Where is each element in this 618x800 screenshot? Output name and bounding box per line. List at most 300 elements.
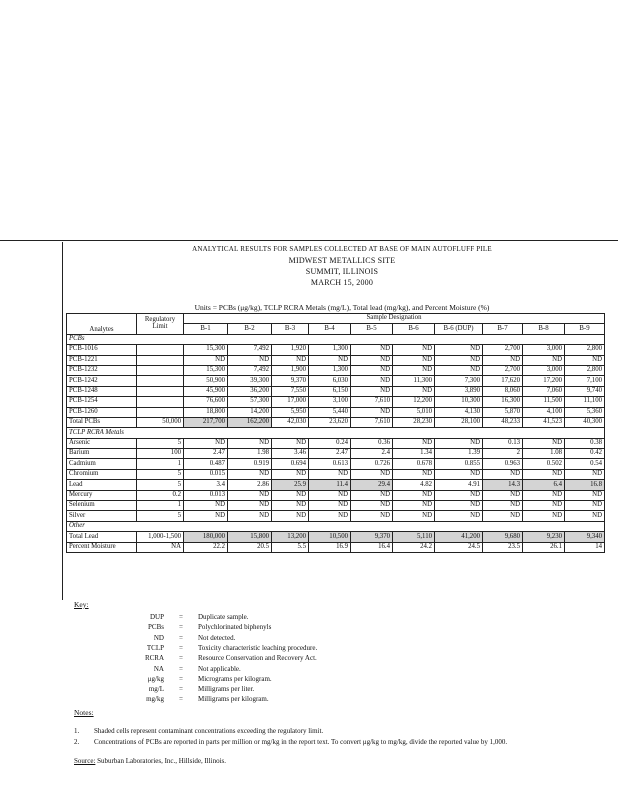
analyte-cell: Lead [67,480,137,490]
value-cell: 16.4 [351,542,393,552]
table-row [67,480,605,490]
value-cell: ND [272,438,309,448]
value-cell: 4.82 [393,480,435,490]
value-cell: ND [228,511,272,521]
value-cell: ND [565,355,605,365]
sampling-date: MARCH 15, 2000 [310,278,374,287]
results-table [66,313,605,553]
key-sep: = [179,685,183,694]
section-row [67,521,605,531]
key-abbr: NA [153,664,164,673]
value-cell: 1,920 [272,345,309,355]
table-row [67,449,605,459]
value-cell: ND [351,501,393,511]
table-row [67,469,605,479]
analyte-cell: Total PCBs [67,417,137,427]
key-sep: = [179,613,183,621]
value-cell: ND [435,511,483,521]
note-number: 2. [74,738,80,746]
value-cell: 15,800 [228,532,272,542]
limit-cell [137,407,184,417]
value-cell: ND [184,355,228,365]
limit-cell [137,365,184,375]
value-cell: 1,300 [309,345,351,355]
value-cell: ND [184,501,228,511]
value-cell: 7,060 [523,386,565,396]
value-cell: 24.2 [393,542,435,552]
value-cell: ND [228,438,272,448]
value-cell: 0.963 [483,459,523,469]
value-cell: 7,100 [565,376,605,386]
value-cell: ND [523,469,565,479]
value-cell: 17,620 [483,376,523,386]
limit-cell: 5 [137,438,184,448]
analyte-cell: PCB-1221 [67,355,137,365]
value-cell: 48,233 [483,417,523,427]
key-item [74,695,618,703]
value-cell: ND [435,365,483,375]
key-item [74,675,618,683]
value-cell: 5,440 [309,407,351,417]
analyte-cell: PCB-1232 [67,365,137,375]
value-cell: 20.5 [228,542,272,552]
value-cell: 9,230 [523,532,565,542]
value-cell: 0.919 [228,459,272,469]
value-cell: ND [272,511,309,521]
value-cell: ND [309,501,351,511]
analyte-cell: Silver [67,511,137,521]
key-sep: = [179,633,183,642]
value-cell: 7,492 [228,345,272,355]
value-cell: ND [393,438,435,448]
limit-cell: 100 [137,449,184,459]
value-cell: 6.4 [523,480,565,490]
value-cell: 4.91 [435,480,483,490]
top-rule [0,240,618,241]
value-cell: ND [351,490,393,500]
limit-cell [137,345,184,355]
value-cell: 57,300 [228,397,272,407]
value-cell: 39,300 [228,376,272,386]
value-cell: ND [272,355,309,365]
note-item [74,727,618,735]
value-cell: 3,890 [435,386,483,396]
key-desc: Milligrams per liter. [198,685,255,694]
value-cell: ND [393,345,435,355]
value-cell: ND [483,501,523,511]
limit-cell: NA [137,542,184,552]
limit-cell: 1 [137,501,184,511]
table-row [67,490,605,500]
key-item [74,665,618,673]
section-row [67,428,605,438]
value-cell: 11,500 [523,397,565,407]
table-row [67,542,605,552]
value-cell: ND [309,490,351,500]
value-cell: ND [351,376,393,386]
value-cell: 18,800 [184,407,228,417]
value-cell: 2,800 [565,345,605,355]
value-cell: 11.4 [309,480,351,490]
margin-rule [62,242,63,600]
value-cell: ND [435,438,483,448]
table-row [67,511,605,521]
value-cell: ND [483,355,523,365]
analytes-header: Analytes [67,314,137,335]
value-cell: 7,550 [272,386,309,396]
value-cell: 0.36 [351,438,393,448]
value-cell: ND [435,345,483,355]
analyte-cell: PCB-1254 [67,397,137,407]
value-cell: 0.013 [184,490,228,500]
value-cell: 0.54 [565,459,605,469]
value-cell: 29.4 [351,480,393,490]
value-cell: 2,700 [483,345,523,355]
value-cell: ND [393,469,435,479]
key-sep: = [179,695,183,704]
value-cell: 7,610 [351,397,393,407]
value-cell: 42,030 [272,417,309,427]
key-sep: = [179,643,183,652]
sample-header-b-9: B-9 [565,324,605,334]
sample-header-b-6: B-6 [393,324,435,334]
key-desc: Micrograms per kilogram. [198,674,272,683]
value-cell: ND [523,355,565,365]
table-row [67,438,605,448]
value-cell: 0.38 [565,438,605,448]
value-cell: 24.5 [435,542,483,552]
value-cell: 5,870 [483,407,523,417]
limit-cell [137,376,184,386]
value-cell: 7,610 [351,417,393,427]
value-cell: ND [483,469,523,479]
note-text: Shaded cells represent contaminant concentrations exceeding the regulatory limit. [94,727,324,735]
value-cell: 25.9 [272,480,309,490]
key-abbr: RCRA [144,654,164,663]
value-cell: ND [351,511,393,521]
sample-header-b-1: B-1 [184,324,228,334]
value-cell: 11,100 [565,397,605,407]
table-row [67,365,605,375]
value-cell: ND [309,355,351,365]
value-cell: ND [393,511,435,521]
results-body [67,334,605,552]
table-row [67,459,605,469]
limit-cell: 5 [137,480,184,490]
value-cell: 2,800 [565,365,605,375]
value-cell: 3.46 [272,449,309,459]
value-cell: 2.86 [228,480,272,490]
key-abbr: mg/kg [146,695,164,704]
value-cell: ND [483,511,523,521]
value-cell: ND [523,501,565,511]
table-row [67,355,605,365]
value-cell: 41,523 [523,417,565,427]
value-cell: 7,300 [435,376,483,386]
value-cell: 0.502 [523,459,565,469]
value-cell: ND [351,407,393,417]
value-cell: ND [565,490,605,500]
value-cell: ND [351,386,393,396]
analyte-cell: Selenium [67,501,137,511]
value-cell: 180,000 [184,532,228,542]
key-sep: = [179,623,183,632]
value-cell: 45,900 [184,386,228,396]
limit-cell: 0.2 [137,490,184,500]
key-abbr: ND [153,633,164,642]
value-cell: 12,200 [393,397,435,407]
sample-header-b-2: B-2 [228,324,272,334]
table-row [67,407,605,417]
section-title: Other [67,521,605,531]
source-label: Source: [74,757,96,765]
value-cell: 0.24 [309,438,351,448]
sample-header-b-3: B-3 [272,324,309,334]
value-cell: 1,900 [272,365,309,375]
sample-header-b-6-dup-: B-6 (DUP) [435,324,483,334]
value-cell: 36,200 [228,386,272,396]
analyte-cell: Percent Moisture [67,542,137,552]
key-desc: Duplicate sample. [198,613,249,621]
regulatory-limit-header: Regulatory Limit [137,314,184,335]
value-cell: ND [351,355,393,365]
value-cell: ND [435,469,483,479]
analyte-cell: PCB-1260 [67,407,137,417]
value-cell: 1.08 [523,449,565,459]
key-desc: Not detected. [198,633,236,642]
value-cell: 14.3 [483,480,523,490]
value-cell: 6,030 [309,376,351,386]
value-cell: 14,200 [228,407,272,417]
value-cell: 5,110 [393,532,435,542]
value-cell: ND [565,511,605,521]
table-row [67,532,605,542]
value-cell: ND [272,469,309,479]
value-cell: ND [565,501,605,511]
value-cell: 17,000 [272,397,309,407]
value-cell: ND [393,386,435,396]
sample-header-b-5: B-5 [351,324,393,334]
key-item [74,685,618,693]
value-cell: 7,492 [228,365,272,375]
value-cell: ND [393,355,435,365]
value-cell: ND [483,490,523,500]
value-cell: 28,100 [435,417,483,427]
value-cell: 8,060 [483,386,523,396]
limit-cell: 1,000-1,500 [137,532,184,542]
value-cell: 22.2 [184,542,228,552]
key-item [74,623,618,631]
site-name: MIDWEST METALLICS SITE [288,256,396,265]
value-cell: 5,010 [393,407,435,417]
value-cell: 2 [483,449,523,459]
key-abbr: μg/kg [147,674,164,683]
limit-cell [137,386,184,396]
value-cell: ND [351,365,393,375]
key-desc: Resource Conservation and Recovery Act. [198,654,317,663]
value-cell: ND [523,438,565,448]
analyte-cell: PCB-1248 [67,386,137,396]
value-cell: 5,950 [272,407,309,417]
sample-header-b-4: B-4 [309,324,351,334]
table-row [67,417,605,427]
value-cell: 9,740 [565,386,605,396]
value-cell: 9,680 [483,532,523,542]
table-row [67,501,605,511]
key-sep: = [179,654,183,663]
source-line [74,757,226,765]
value-cell: 1.34 [393,449,435,459]
value-cell: 3,000 [523,345,565,355]
value-cell: 5.5 [272,542,309,552]
analyte-cell: Barium [67,449,137,459]
value-cell: 162,200 [228,417,272,427]
value-cell: 2.47 [184,449,228,459]
value-cell: 5,360 [565,407,605,417]
analyte-cell: Arsenic [67,438,137,448]
value-cell: ND [184,438,228,448]
value-cell: 6,150 [309,386,351,396]
value-cell: ND [435,490,483,500]
value-cell: ND [351,469,393,479]
value-cell: 17,200 [523,376,565,386]
value-cell: 13,200 [272,532,309,542]
value-cell: ND [309,469,351,479]
value-cell: 3,100 [309,397,351,407]
value-cell: 23.5 [483,542,523,552]
value-cell: 10,300 [435,397,483,407]
analyte-cell: Mercury [67,490,137,500]
value-cell: 9,370 [351,532,393,542]
value-cell: 0.726 [351,459,393,469]
table-row [67,345,605,355]
limit-cell: 5 [137,469,184,479]
value-cell: 16,300 [483,397,523,407]
value-cell: ND [351,345,393,355]
section-title: PCBs [67,334,605,344]
value-cell: 76,600 [184,397,228,407]
value-cell: ND [435,355,483,365]
value-cell: 3,000 [523,365,565,375]
value-cell: 1.39 [435,449,483,459]
value-cell: ND [228,490,272,500]
site-location: SUMMIT, ILLINOIS [305,267,379,276]
value-cell: 40,300 [565,417,605,427]
value-cell: 28,230 [393,417,435,427]
key-desc: Polychlorinated biphenyls [198,623,272,632]
value-cell: 217,700 [184,417,228,427]
key-desc: Not applicable. [198,664,241,673]
value-cell: 15,300 [184,345,228,355]
value-cell: 3.4 [184,480,228,490]
value-cell: 0.487 [184,459,228,469]
value-cell: 14 [565,542,605,552]
value-cell: 9,370 [272,376,309,386]
section-title: TCLP RCRA Metals [67,428,605,438]
value-cell: 0.678 [393,459,435,469]
value-cell: 2.4 [351,449,393,459]
key-abbr: mg/L [148,685,164,694]
value-cell: 0.42 [565,449,605,459]
key-desc: Toxicity characteristic leaching procedure. [198,643,318,652]
units-caption: Units = PCBs (μg/kg), TCLP RCRA Metals (mg/L), Total lead (mg/kg), and Percent Moisture (%) [194,303,490,312]
key-item [74,644,618,652]
source-text: Suburban Laboratories, Inc., Hillside, Illinois. [97,757,227,765]
value-cell: ND [393,501,435,511]
analyte-cell: Cadmium [67,459,137,469]
key-sep: = [179,664,183,673]
value-cell: ND [523,490,565,500]
value-cell: ND [184,511,228,521]
value-cell: 0.694 [272,459,309,469]
value-cell: ND [228,469,272,479]
value-cell: 23,620 [309,417,351,427]
value-cell: ND [565,469,605,479]
table-row [67,386,605,396]
value-cell: 0.613 [309,459,351,469]
analyte-cell: PCB-1016 [67,345,137,355]
note-item [74,738,618,746]
value-cell: ND [228,355,272,365]
limit-cell: 5 [137,511,184,521]
value-cell: ND [272,501,309,511]
value-cell: ND [435,501,483,511]
value-cell: 50,900 [184,376,228,386]
key-item [74,634,618,642]
limit-cell: 1 [137,459,184,469]
section-row [67,334,605,344]
limit-cell: 50,000 [137,417,184,427]
sample-designation-header: Sample Designation [184,314,605,324]
value-cell: 4,130 [435,407,483,417]
value-cell: ND [393,365,435,375]
value-cell: 9,340 [565,532,605,542]
table-row [67,376,605,386]
value-cell: 26.1 [523,542,565,552]
key-abbr: DUP [149,613,164,621]
notes-title: Notes: [74,708,94,717]
value-cell: ND [393,490,435,500]
value-cell: 15,300 [184,365,228,375]
value-cell: 16.8 [565,480,605,490]
analyte-cell: Chromium [67,469,137,479]
key-abbr: PCBs [148,623,164,632]
key-item [74,654,618,662]
value-cell: ND [228,501,272,511]
note-number: 1. [74,727,80,735]
value-cell: 1,300 [309,365,351,375]
value-cell: 2.47 [309,449,351,459]
analyte-cell: Total Lead [67,532,137,542]
value-cell: ND [272,490,309,500]
analyte-cell: PCB-1242 [67,376,137,386]
value-cell: 16.9 [309,542,351,552]
value-cell: 10,500 [309,532,351,542]
key-item [74,613,618,621]
value-cell: ND [309,511,351,521]
value-cell: 4,100 [523,407,565,417]
report-title: ANALYTICAL RESULTS FOR SAMPLES COLLECTED AT BASE OF MAIN AUTOFLUFF PILE [192,245,492,253]
table-row [67,397,605,407]
value-cell: 41,200 [435,532,483,542]
value-cell: 0.855 [435,459,483,469]
key-title: Key: [74,600,89,609]
value-cell: 0.13 [483,438,523,448]
key-abbr: TCLP [146,643,164,652]
value-cell: 1.98 [228,449,272,459]
note-text: Concentrations of PCBs are reported in parts per million or mg/kg in the report text. To convert μg/kg to mg/kg, divide the reported value by 1,000. [94,738,508,746]
key-desc: Milligrams per kilogram. [198,695,269,704]
